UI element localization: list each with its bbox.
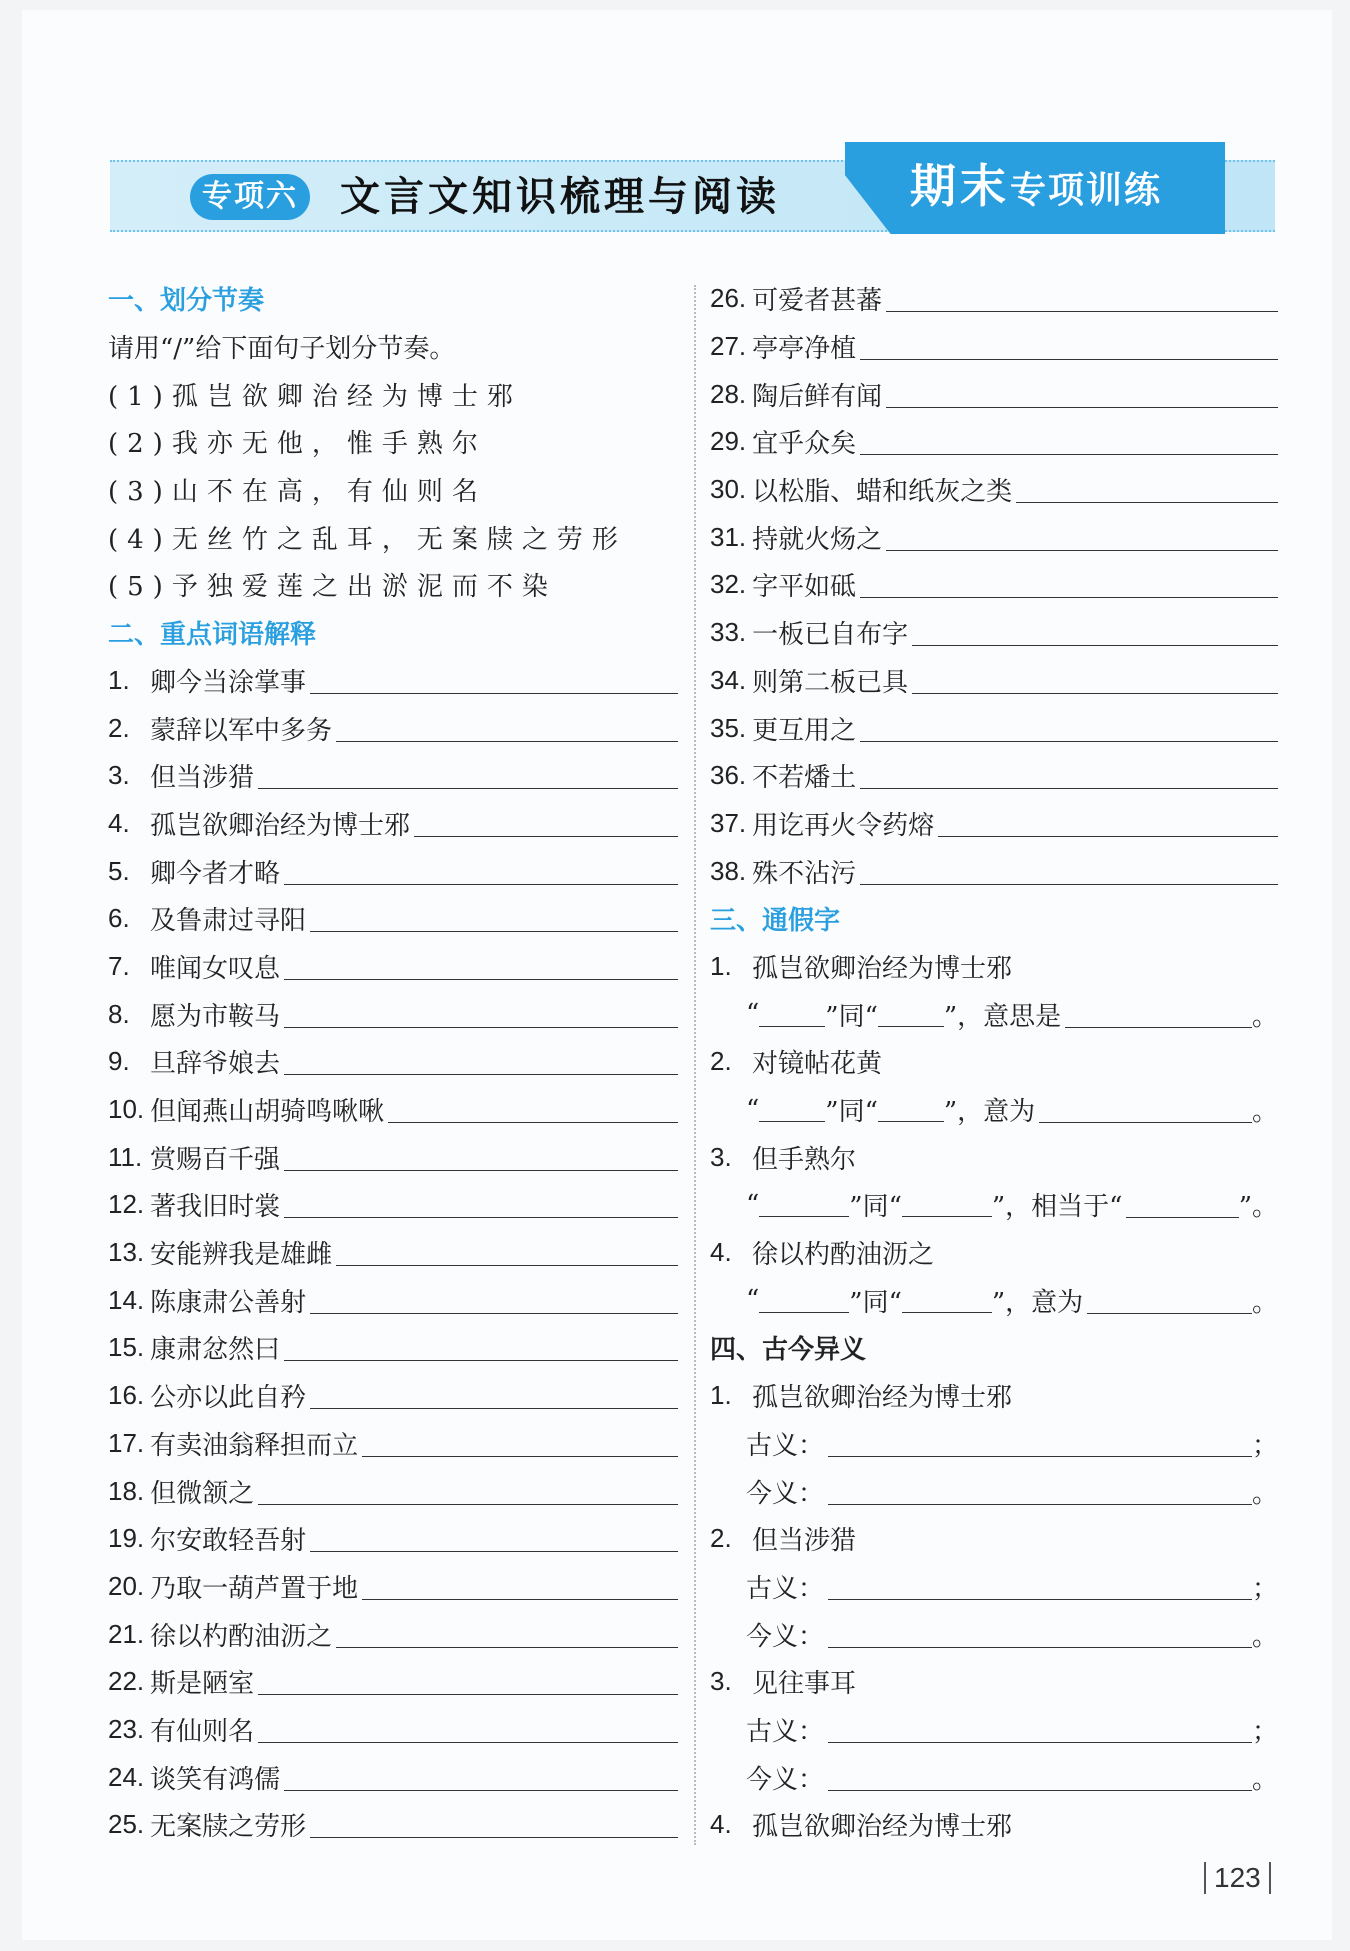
vocab-item [710,323,1278,371]
right-column [710,275,1278,1849]
item-number: 22. [108,1666,145,1697]
vocab-item [710,561,1278,609]
rhythm-sentence: (3)山不在高，有仙则名 [108,477,487,508]
vocab-item [710,418,1278,466]
section3-title: 三、通假字 [710,906,841,937]
item-number: 35. [710,712,747,743]
section1-title: 一、划分节奏 [108,286,265,317]
header-tab-small: 专项训练 [1010,170,1163,211]
answer-blank[interactable] [310,905,678,932]
answer-blank[interactable] [828,1716,1252,1743]
item-text: 以松脂、蜡和纸灰之类 [752,477,1013,508]
gu-label: 古义： [746,1430,825,1461]
item-text: 康肃忿然曰 [150,1335,281,1366]
item-text: 有卖油翁释担而立 [150,1430,359,1461]
item-text: 但微颔之 [150,1478,255,1509]
vocab-item [710,466,1278,514]
page-title: 文言文知识梳理与阅读 [340,173,780,220]
rhythm-list [108,370,678,608]
end-mark: 。 [1251,1097,1278,1128]
item-number: 34. [710,664,747,695]
item-text: 卿今当涂掌事 [150,667,307,698]
gujin-modern [710,1610,1278,1658]
vocab-item [108,1467,678,1515]
gujin-item [710,1658,1278,1706]
item-text: 见往事耳 [752,1669,857,1700]
vocab-item [710,752,1278,800]
gujin-ancient [710,1420,1278,1468]
answer-blank[interactable] [759,1192,849,1217]
item-number: 31. [710,521,747,552]
item-number: 28. [710,378,747,409]
item-number: 26. [710,283,747,314]
answer-blank[interactable] [902,1192,992,1217]
vocab-item [108,1563,678,1611]
item-text: 公亦以此自矜 [150,1383,307,1414]
item-text: 唯闻女叹息 [150,953,281,984]
rhythm-sentence: (4)无丝竹之乱耳，无案牍之劳形 [108,524,627,555]
answer-blank[interactable] [310,1382,678,1409]
header-tab-label [910,150,1162,216]
item-text: 用讫再火令药熔 [752,810,935,841]
item-number: 33. [710,617,747,648]
item-text: 安能辨我是雄雌 [150,1240,333,1271]
vocab-item [108,1181,678,1229]
vocab-item [108,1801,678,1849]
quote-open: “ [746,1189,760,1220]
answer-blank[interactable] [258,1478,678,1505]
item-number: 4. [710,1809,732,1840]
item-number: 11. [108,1141,143,1172]
item-number: 4. [108,807,130,838]
item-text: 殊不沾污 [752,858,857,889]
item-text: 徐以杓酌油沥之 [752,1240,935,1271]
end-mark: 。 [1251,1478,1278,1509]
answer-blank[interactable] [258,1716,678,1743]
item-text: 对镜帖花黄 [752,1049,883,1080]
vocab-item [710,513,1278,561]
rhythm-item [108,370,678,418]
gujin-modern [710,1467,1278,1515]
quote-open: “ [746,999,760,1030]
gujin-ancient [710,1706,1278,1754]
tongjia-answer [710,1181,1278,1229]
vocab-item [108,847,678,895]
item-number: 13. [108,1237,145,1268]
answer-blank[interactable] [828,1430,1252,1457]
item-number: 4. [710,1237,732,1268]
answer-blank[interactable] [860,428,1278,455]
vocab-item [108,1038,678,1086]
vocab-item [710,847,1278,895]
end-mark: ”。 [1238,1192,1278,1223]
item-number: 27. [710,331,747,362]
end-mark: ； [1251,1716,1278,1747]
answer-blank[interactable] [860,571,1278,598]
section-heading [710,895,1278,943]
answer-blank[interactable] [759,1097,825,1122]
rhythm-item [108,418,678,466]
item-text: 卿今者才略 [150,858,281,889]
item-text: 陶后鲜有闻 [752,381,883,412]
answer-blank[interactable] [759,1288,849,1313]
answer-blank[interactable] [284,1764,678,1791]
tong-text: ”同“ [849,1287,902,1318]
answer-blank[interactable] [310,667,678,694]
answer-blank[interactable] [336,1621,678,1648]
tongjia-answer [710,1276,1278,1324]
quote-open: “ [746,1094,760,1125]
tong-text: ”同“ [825,1097,878,1128]
item-text: 谈笑有鸿儒 [150,1764,281,1795]
item-text: 孤岂欲卿治经为博士邪 [150,810,411,841]
section-heading [710,1324,1278,1372]
vocab-item [108,895,678,943]
vocab-item [108,990,678,1038]
item-text: 有仙则名 [150,1716,255,1747]
item-number: 2. [710,1046,732,1077]
answer-blank[interactable] [284,1048,678,1075]
item-text: 陈康肃公善射 [150,1287,307,1318]
list-item [710,1801,1278,1849]
answer-blank[interactable] [336,1239,678,1266]
tong-text: ”同“ [825,1001,878,1032]
item-number: 2. [108,712,130,743]
item-text: 更互用之 [752,715,857,746]
quote-open: “ [746,1285,760,1316]
section4-title: 四、古今异义 [710,1335,867,1366]
jin-label: 今义： [746,1764,825,1795]
column-divider [694,285,696,1845]
answer-blank[interactable] [886,524,1278,551]
gujin-list [710,1372,1278,1801]
item-number: 1. [710,950,732,981]
item-text: 徐以杓酌油沥之 [150,1621,333,1652]
item-text: 不若燔土 [752,763,857,794]
section1-instruction: 请用“/”给下面句子划分节奏。 [108,334,456,365]
answer-blank[interactable] [1126,1191,1238,1218]
tongjia-answer [710,990,1278,1038]
item-text: 但手熟尔 [752,1144,857,1175]
end-mark: 。 [1251,1001,1278,1032]
answer-blank[interactable] [1039,1096,1252,1123]
answer-blank[interactable] [860,333,1278,360]
item-text: 持就火炀之 [752,524,883,555]
tail-text: ”，意为 [991,1287,1084,1318]
left-column [108,275,678,1849]
vocab-item [108,704,678,752]
vocab-item [108,1515,678,1563]
answer-blank[interactable] [860,715,1278,742]
item-text: 斯是陋室 [150,1669,255,1700]
item-text: 及鲁肃过寻阳 [150,906,307,937]
answer-blank[interactable] [759,1002,825,1027]
item-number: 24. [108,1761,145,1792]
end-mark: 。 [1251,1287,1278,1318]
item-text: 可爱者甚蕃 [752,286,883,317]
item-text: 著我旧时裳 [150,1192,281,1223]
vocab-item [710,657,1278,705]
answer-blank[interactable] [388,1096,678,1123]
item-number: 19. [108,1523,145,1554]
end-mark: ； [1251,1573,1278,1604]
vocab-item [108,1324,678,1372]
vocab-item [108,1706,678,1754]
item-text: 字平如砥 [752,572,857,603]
answer-blank[interactable] [258,762,678,789]
jin-label: 今义： [746,1478,825,1509]
answer-blank[interactable] [860,858,1278,885]
item-text: 旦辞爷娘去 [150,1049,281,1080]
gujin-item [710,1372,1278,1420]
item-text: 孤岂欲卿治经为博士邪 [752,1812,1013,1843]
item-text: 孤岂欲卿治经为博士邪 [752,953,1013,984]
vocab-list-left [108,657,678,1849]
section-heading [108,275,678,323]
item-text: 一板已自布字 [752,620,909,651]
vocab-item [108,1753,678,1801]
tongjia-item [710,1133,1278,1181]
item-number: 6. [108,903,130,934]
vocab-item [108,1610,678,1658]
answer-blank[interactable] [828,1764,1252,1791]
tongjia-answer [710,1086,1278,1134]
item-text: 但当涉猎 [150,763,255,794]
answer-blank[interactable] [828,1573,1252,1600]
answer-blank[interactable] [284,858,678,885]
answer-blank[interactable] [886,285,1278,312]
section2-title: 二、重点词语解释 [108,620,317,651]
item-number: 3. [710,1141,732,1172]
item-number: 1. [710,1380,732,1411]
answer-blank[interactable] [878,1002,944,1027]
item-number: 21. [108,1618,145,1649]
vocab-item [710,704,1278,752]
vocab-item [710,800,1278,848]
rhythm-item [108,561,678,609]
rhythm-item [108,466,678,514]
item-number: 32. [710,569,747,600]
answer-blank[interactable] [284,1334,678,1361]
item-number: 29. [710,426,747,457]
answer-blank[interactable] [362,1430,678,1457]
vocab-item [108,1420,678,1468]
header-tab-big: 期末 [910,159,1010,213]
item-number: 8. [108,998,130,1029]
item-number: 30. [710,474,747,505]
section-heading [108,609,678,657]
item-text: 但闻燕山胡骑鸣啾啾 [150,1097,385,1128]
item-number: 3. [108,760,130,791]
answer-blank[interactable] [912,619,1278,646]
vocab-item [710,609,1278,657]
item-number: 38. [710,855,747,886]
vocab-item [108,1276,678,1324]
tongjia-list [710,943,1278,1325]
item-text: 孤岂欲卿治经为博士邪 [752,1383,1013,1414]
vocab-item [108,752,678,800]
item-text: 乃取一葫芦置于地 [150,1573,359,1604]
answer-blank[interactable] [310,1811,678,1838]
answer-blank[interactable] [310,1525,678,1552]
answer-blank[interactable] [902,1288,992,1313]
item-text: 蒙辞以军中多务 [150,715,333,746]
answer-blank[interactable] [912,667,1278,694]
tongjia-item [710,943,1278,991]
vocab-list-right [710,275,1278,895]
answer-blank[interactable] [1065,1001,1252,1028]
answer-blank[interactable] [828,1621,1252,1648]
item-text: 无案牍之劳形 [150,1812,307,1843]
gu-label: 古义： [746,1716,825,1747]
page-number: 123 [1204,1862,1271,1894]
item-number: 1. [108,664,130,695]
end-mark: ； [1251,1430,1278,1461]
answer-blank[interactable] [878,1097,944,1122]
item-number: 16. [108,1380,145,1411]
item-text: 愿为市鞍马 [150,1001,281,1032]
item-number: 12. [108,1189,145,1220]
item-text: 尔安敢轻吾射 [150,1526,307,1557]
answer-blank[interactable] [938,810,1278,837]
answer-blank[interactable] [310,1287,678,1314]
answer-blank[interactable] [284,1144,678,1171]
item-number: 9. [108,1046,130,1077]
answer-blank[interactable] [414,810,678,837]
gu-label: 古义： [746,1573,825,1604]
item-number: 7. [108,950,130,981]
vocab-item [108,657,678,705]
vocab-item [108,800,678,848]
answer-blank[interactable] [828,1478,1252,1505]
tail-text: ”，相当于“ [991,1192,1123,1223]
item-text: 宜乎众矣 [752,429,857,460]
item-text: 亭亭净植 [752,334,857,365]
vocab-item [108,1372,678,1420]
end-mark: 。 [1251,1764,1278,1795]
vocab-item [108,1658,678,1706]
item-number: 36. [710,760,747,791]
answer-blank[interactable] [284,1001,678,1028]
item-number: 37. [710,807,747,838]
item-text: 则第二板已具 [752,667,909,698]
answer-blank[interactable] [1016,476,1278,503]
end-mark: 。 [1251,1621,1278,1652]
tong-text: ”同“ [849,1192,902,1223]
vocab-item [108,1229,678,1277]
instruction [108,323,678,371]
item-text: 赏赐百千强 [150,1144,281,1175]
item-number: 14. [108,1284,145,1315]
item-number: 20. [108,1570,145,1601]
item-number: 23. [108,1713,145,1744]
item-number: 5. [108,855,130,886]
item-number: 25. [108,1809,145,1840]
item-text: 但当涉猎 [752,1526,857,1557]
rhythm-sentence: (5)予独爱莲之出淤泥而不染 [108,572,557,603]
rhythm-sentence: (2)我亦无他，惟手熟尔 [108,429,487,460]
vocab-item [108,1086,678,1134]
answer-blank[interactable] [284,1191,678,1218]
vocab-item [108,943,678,991]
tongjia-item [710,1229,1278,1277]
rhythm-item [108,513,678,561]
answer-blank[interactable] [1087,1287,1252,1314]
vocab-item [710,370,1278,418]
answer-blank[interactable] [886,381,1278,408]
vocab-item [710,275,1278,323]
answer-blank[interactable] [336,715,678,742]
answer-blank[interactable] [362,1573,678,1600]
gujin-item [710,1515,1278,1563]
item-number: 18. [108,1475,145,1506]
rhythm-sentence: (1)孤岂欲卿治经为博士邪 [108,381,522,412]
jin-label: 今义： [746,1621,825,1652]
answer-blank[interactable] [258,1668,678,1695]
item-number: 10. [108,1094,145,1125]
item-number: 3. [710,1666,732,1697]
item-number: 15. [108,1332,145,1363]
tongjia-item [710,1038,1278,1086]
item-number: 2. [710,1523,732,1554]
tail-text: ”，意为 [943,1097,1036,1128]
answer-blank[interactable] [860,762,1278,789]
topic-badge: 专项六 [190,174,310,220]
vocab-item [108,1133,678,1181]
answer-blank[interactable] [284,953,678,980]
tail-text: ”，意思是 [943,1001,1062,1032]
gujin-ancient [710,1563,1278,1611]
item-number: 17. [108,1427,145,1458]
gujin-modern [710,1753,1278,1801]
